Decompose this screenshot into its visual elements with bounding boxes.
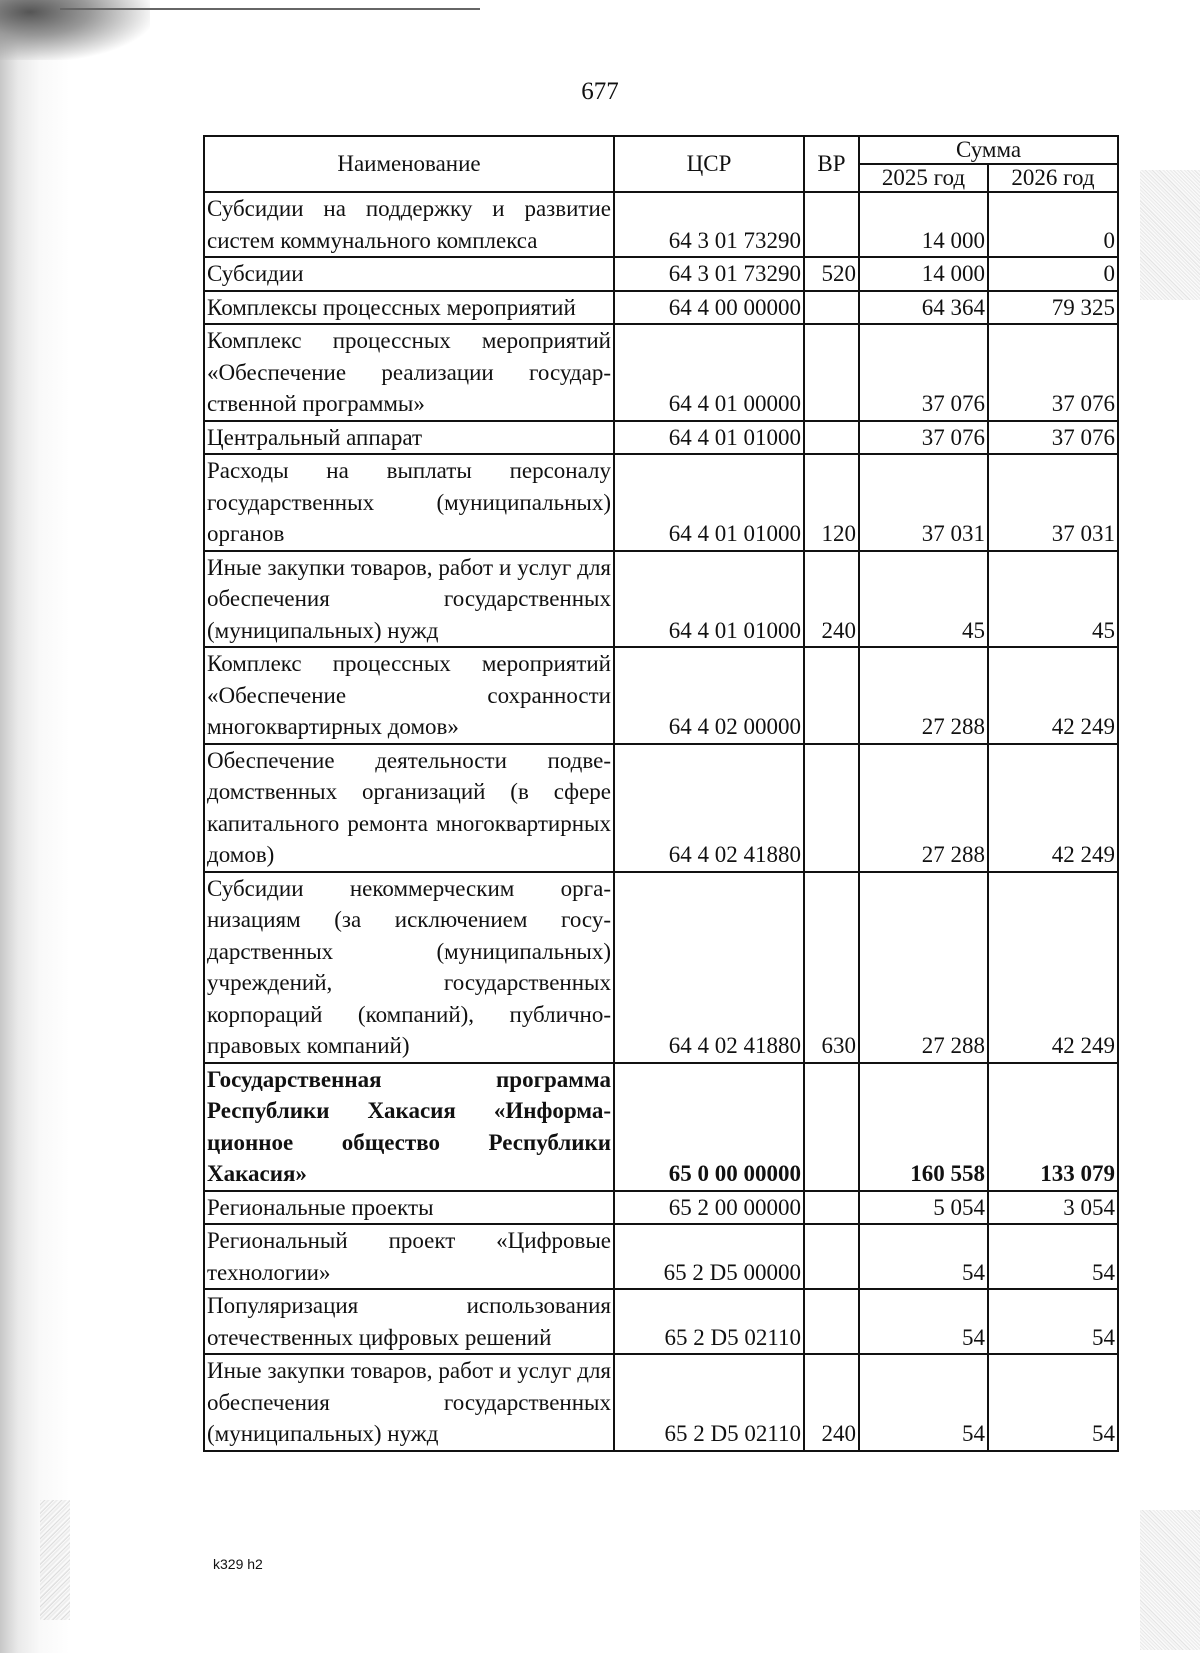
header-year-2025: 2025 год (859, 164, 988, 192)
table-row (204, 1191, 1118, 1225)
row-vr (804, 324, 859, 421)
row-name: Комплекс процессных мероприятий «Обеспечение сохранности многоквартирных домов» (204, 647, 614, 744)
row-csr: 64 4 01 01000 (614, 551, 804, 648)
table-row (204, 421, 1118, 455)
row-csr: 65 2 D5 00000 (614, 1224, 804, 1289)
row-csr: 65 2 D5 02110 (614, 1289, 804, 1354)
scan-top-line (60, 8, 480, 10)
row-sum-2026: 42 249 (988, 647, 1118, 744)
row-sum-2025: 160 558 (859, 1063, 988, 1191)
row-sum-2025: 64 364 (859, 291, 988, 325)
table-row (204, 324, 1118, 421)
row-name: Расходы на выплаты персоналу государственных (муниципальных) органов (204, 454, 614, 551)
row-name: Субсидии на поддержку и развитие систем коммунального комплекса (204, 192, 614, 257)
table-row (204, 1063, 1118, 1191)
row-name: Государственная программа Республики Хакасия «Информационное общество Республики Хакасия» (204, 1063, 614, 1191)
row-sum-2025: 54 (859, 1354, 988, 1451)
row-vr (804, 1289, 859, 1354)
table-row (204, 454, 1118, 551)
row-csr: 65 2 00 00000 (614, 1191, 804, 1225)
row-name: Популяризация использования отечественных цифровых решений (204, 1289, 614, 1354)
table-row (204, 1224, 1118, 1289)
table-header (204, 136, 1118, 192)
row-sum-2026: 0 (988, 257, 1118, 291)
header-csr: ЦСР (614, 136, 804, 192)
row-sum-2026: 45 (988, 551, 1118, 648)
row-sum-2025: 14 000 (859, 192, 988, 257)
row-csr: 64 4 02 41880 (614, 872, 804, 1063)
row-sum-2025: 54 (859, 1289, 988, 1354)
footer-code: k329 h2 (213, 1556, 263, 1572)
row-csr: 64 4 02 00000 (614, 647, 804, 744)
row-sum-2025: 37 076 (859, 324, 988, 421)
table-row (204, 1354, 1118, 1451)
row-csr: 65 2 D5 02110 (614, 1354, 804, 1451)
row-sum-2025: 27 288 (859, 872, 988, 1063)
page-number: 677 (581, 78, 619, 105)
row-sum-2026: 3 054 (988, 1191, 1118, 1225)
row-sum-2026: 133 079 (988, 1063, 1118, 1191)
row-name: Субсидии некоммерческим организациям (за исключением государственных (муниципальных) учреждений, государственных корпораций (компаний), публично-правовых компаний) (204, 872, 614, 1063)
table-body (204, 192, 1118, 1451)
scan-noise-right-bottom (1140, 1510, 1200, 1650)
row-name: Региональные проекты (204, 1191, 614, 1225)
row-sum-2025: 27 288 (859, 647, 988, 744)
table-row (204, 744, 1118, 872)
row-sum-2025: 14 000 (859, 257, 988, 291)
row-sum-2025: 5 054 (859, 1191, 988, 1225)
row-sum-2026: 79 325 (988, 291, 1118, 325)
row-vr (804, 1224, 859, 1289)
row-sum-2026: 37 031 (988, 454, 1118, 551)
scan-shadow-left (0, 0, 70, 1653)
header-name: Наименование (204, 136, 614, 192)
row-name: Иные закупки товаров, работ и услуг для обеспечения государственных (муниципальных) нужд (204, 1354, 614, 1451)
row-name: Обеспечение деятельности подведомственных организаций (в сфере капитального ремонта многоквартирных домов) (204, 744, 614, 872)
row-name: Центральный аппарат (204, 421, 614, 455)
table-row (204, 192, 1118, 257)
row-csr: 64 4 01 01000 (614, 454, 804, 551)
row-csr: 64 4 00 00000 (614, 291, 804, 325)
row-csr: 64 4 01 01000 (614, 421, 804, 455)
budget-table (203, 135, 1119, 1452)
row-vr (804, 192, 859, 257)
row-name: Комплекс процессных мероприятий «Обеспечение реализации государственной программы» (204, 324, 614, 421)
row-csr: 64 3 01 73290 (614, 192, 804, 257)
table-row (204, 257, 1118, 291)
row-vr (804, 421, 859, 455)
row-sum-2026: 42 249 (988, 872, 1118, 1063)
row-sum-2026: 0 (988, 192, 1118, 257)
row-name: Комплексы процессных мероприятий (204, 291, 614, 325)
row-sum-2026: 37 076 (988, 421, 1118, 455)
row-sum-2025: 27 288 (859, 744, 988, 872)
row-sum-2026: 42 249 (988, 744, 1118, 872)
row-vr: 520 (804, 257, 859, 291)
row-name: Субсидии (204, 257, 614, 291)
table-row (204, 551, 1118, 648)
table-row (204, 872, 1118, 1063)
row-vr (804, 1063, 859, 1191)
row-vr (804, 291, 859, 325)
row-vr: 120 (804, 454, 859, 551)
row-sum-2026: 54 (988, 1224, 1118, 1289)
header-vr: ВР (804, 136, 859, 192)
row-vr (804, 744, 859, 872)
header-sum: Сумма (859, 136, 1118, 164)
row-csr: 65 0 00 00000 (614, 1063, 804, 1191)
scan-noise-left-bottom (40, 1500, 70, 1620)
row-sum-2025: 45 (859, 551, 988, 648)
row-sum-2026: 54 (988, 1354, 1118, 1451)
row-vr: 240 (804, 551, 859, 648)
row-vr: 240 (804, 1354, 859, 1451)
row-sum-2025: 37 076 (859, 421, 988, 455)
table-row (204, 291, 1118, 325)
table-row (204, 1289, 1118, 1354)
row-csr: 64 3 01 73290 (614, 257, 804, 291)
row-name: Региональный проект «Цифровые технологии» (204, 1224, 614, 1289)
header-year-2026: 2026 год (988, 164, 1118, 192)
table-row (204, 647, 1118, 744)
row-sum-2026: 37 076 (988, 324, 1118, 421)
row-sum-2025: 54 (859, 1224, 988, 1289)
row-name: Иные закупки товаров, работ и услуг для обеспечения государственных (муниципальных) нужд (204, 551, 614, 648)
row-sum-2026: 54 (988, 1289, 1118, 1354)
scan-noise-right-top (1140, 170, 1200, 300)
row-vr: 630 (804, 872, 859, 1063)
row-vr (804, 647, 859, 744)
row-csr: 64 4 02 41880 (614, 744, 804, 872)
row-sum-2025: 37 031 (859, 454, 988, 551)
row-csr: 64 4 01 00000 (614, 324, 804, 421)
row-vr (804, 1191, 859, 1225)
